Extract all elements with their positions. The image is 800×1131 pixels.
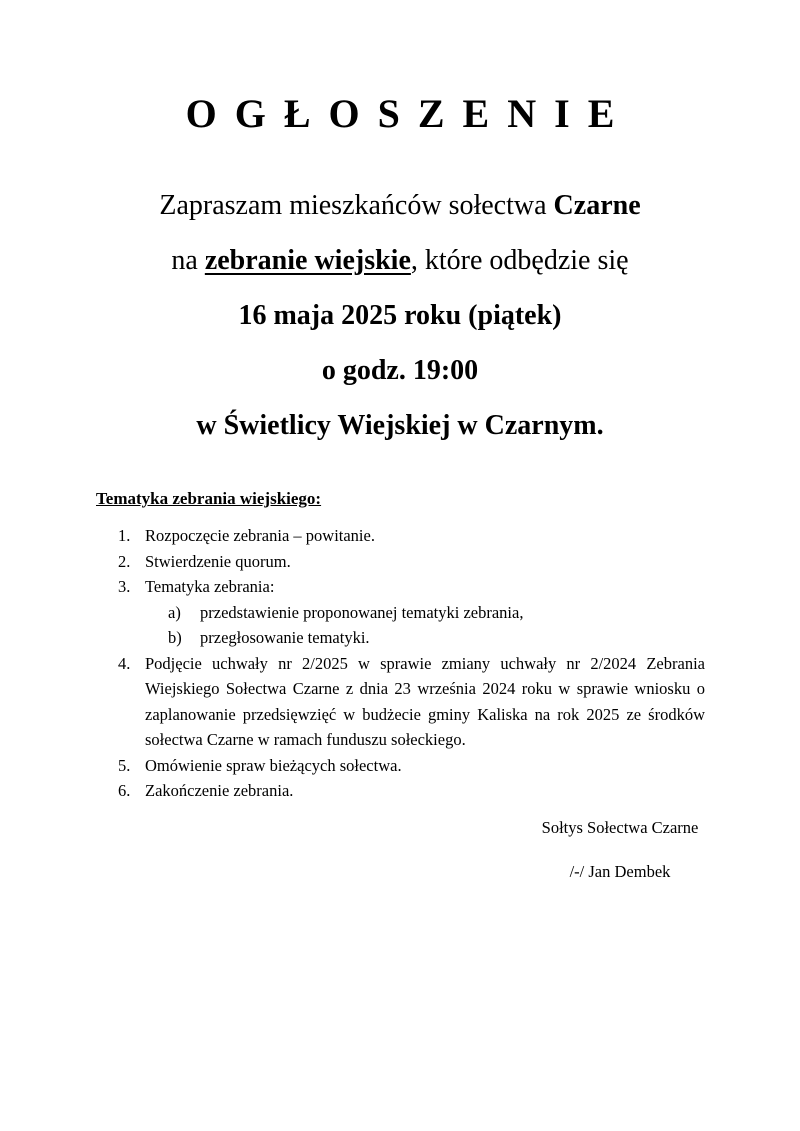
agenda-item-3-text: Tematyka zebrania: xyxy=(145,577,275,596)
agenda-item-3a-text: przedstawienie proponowanej tematyki zebrania, xyxy=(200,602,524,622)
agenda-item-1 xyxy=(96,523,705,549)
agenda-item-6-number: 6. xyxy=(118,781,131,800)
agenda-item-3a xyxy=(168,600,705,626)
intro-line-2 xyxy=(0,233,800,288)
document-header xyxy=(0,0,800,453)
agenda-item-3b-text: przegłosowanie tematyki. xyxy=(200,628,370,647)
agenda-item-4-text: Podjęcie uchwały nr 2/2025 w sprawie zmiany uchwały nr 2/2024 Zebrania Wiejskiego Sołectwa Czarne z dnia 23 września 2024 roku w sprawie wniosku o zaplanowanie przedsięwzięć w budżecie gminy Kaliska na rok 2025 ze środków sołectwa Czarne w ramach funduszu sołeckiego. xyxy=(145,653,705,749)
intro-line-1 xyxy=(0,178,800,233)
agenda-item-2-text: Stwierdzenie quorum. xyxy=(145,551,291,571)
signature-name: /-/ Jan Dembek xyxy=(569,861,671,881)
agenda-item-3b-marker: b) xyxy=(168,628,182,647)
agenda-item-6-text: Zakończenie zebrania. xyxy=(145,781,294,800)
agenda-item-5-text: Omówienie spraw bieżących sołectwa. xyxy=(145,755,402,775)
intro-line-2-pre: na xyxy=(171,245,205,276)
meeting-place: w Świetlicy Wiejskiej w Czarnym. xyxy=(196,410,604,441)
agenda-item-2 xyxy=(96,549,705,575)
intro-line-2-underlined: zebranie wiejskie xyxy=(204,245,411,276)
agenda-item-3-number: 3. xyxy=(118,577,131,596)
agenda-item-1-number: 1. xyxy=(118,526,131,545)
agenda-list xyxy=(96,523,705,804)
document-title: OGŁOSZENIE xyxy=(185,91,633,136)
agenda-item-4-number: 4. xyxy=(118,653,131,673)
agenda-item-3a-marker: a) xyxy=(168,602,181,622)
meeting-time: o godz. 19:00 xyxy=(321,355,479,386)
signature-block xyxy=(535,818,705,882)
intro-line-1-text: Zapraszam mieszkańców sołectwa xyxy=(159,190,554,221)
intro-block xyxy=(0,178,800,453)
agenda-item-4 xyxy=(96,651,705,753)
agenda-item-3 xyxy=(96,574,705,600)
document-body xyxy=(96,489,705,882)
signature-role: Sołtys Sołectwa Czarne xyxy=(541,817,699,837)
agenda-item-5 xyxy=(96,753,705,779)
intro-line-1-bold: Czarne xyxy=(553,190,641,221)
meeting-date: 16 maja 2025 roku (piątek) xyxy=(238,300,562,331)
agenda-heading: Tematyka zebrania wiejskiego: xyxy=(96,489,322,508)
agenda-item-2-number: 2. xyxy=(118,551,131,571)
agenda-item-1-text: Rozpoczęcie zebrania – powitanie. xyxy=(145,526,375,545)
agenda-item-5-number: 5. xyxy=(118,755,131,775)
agenda-item-6 xyxy=(96,778,705,804)
intro-line-2-post: , które odbędzie się xyxy=(410,245,629,276)
agenda-item-3b xyxy=(168,625,705,651)
